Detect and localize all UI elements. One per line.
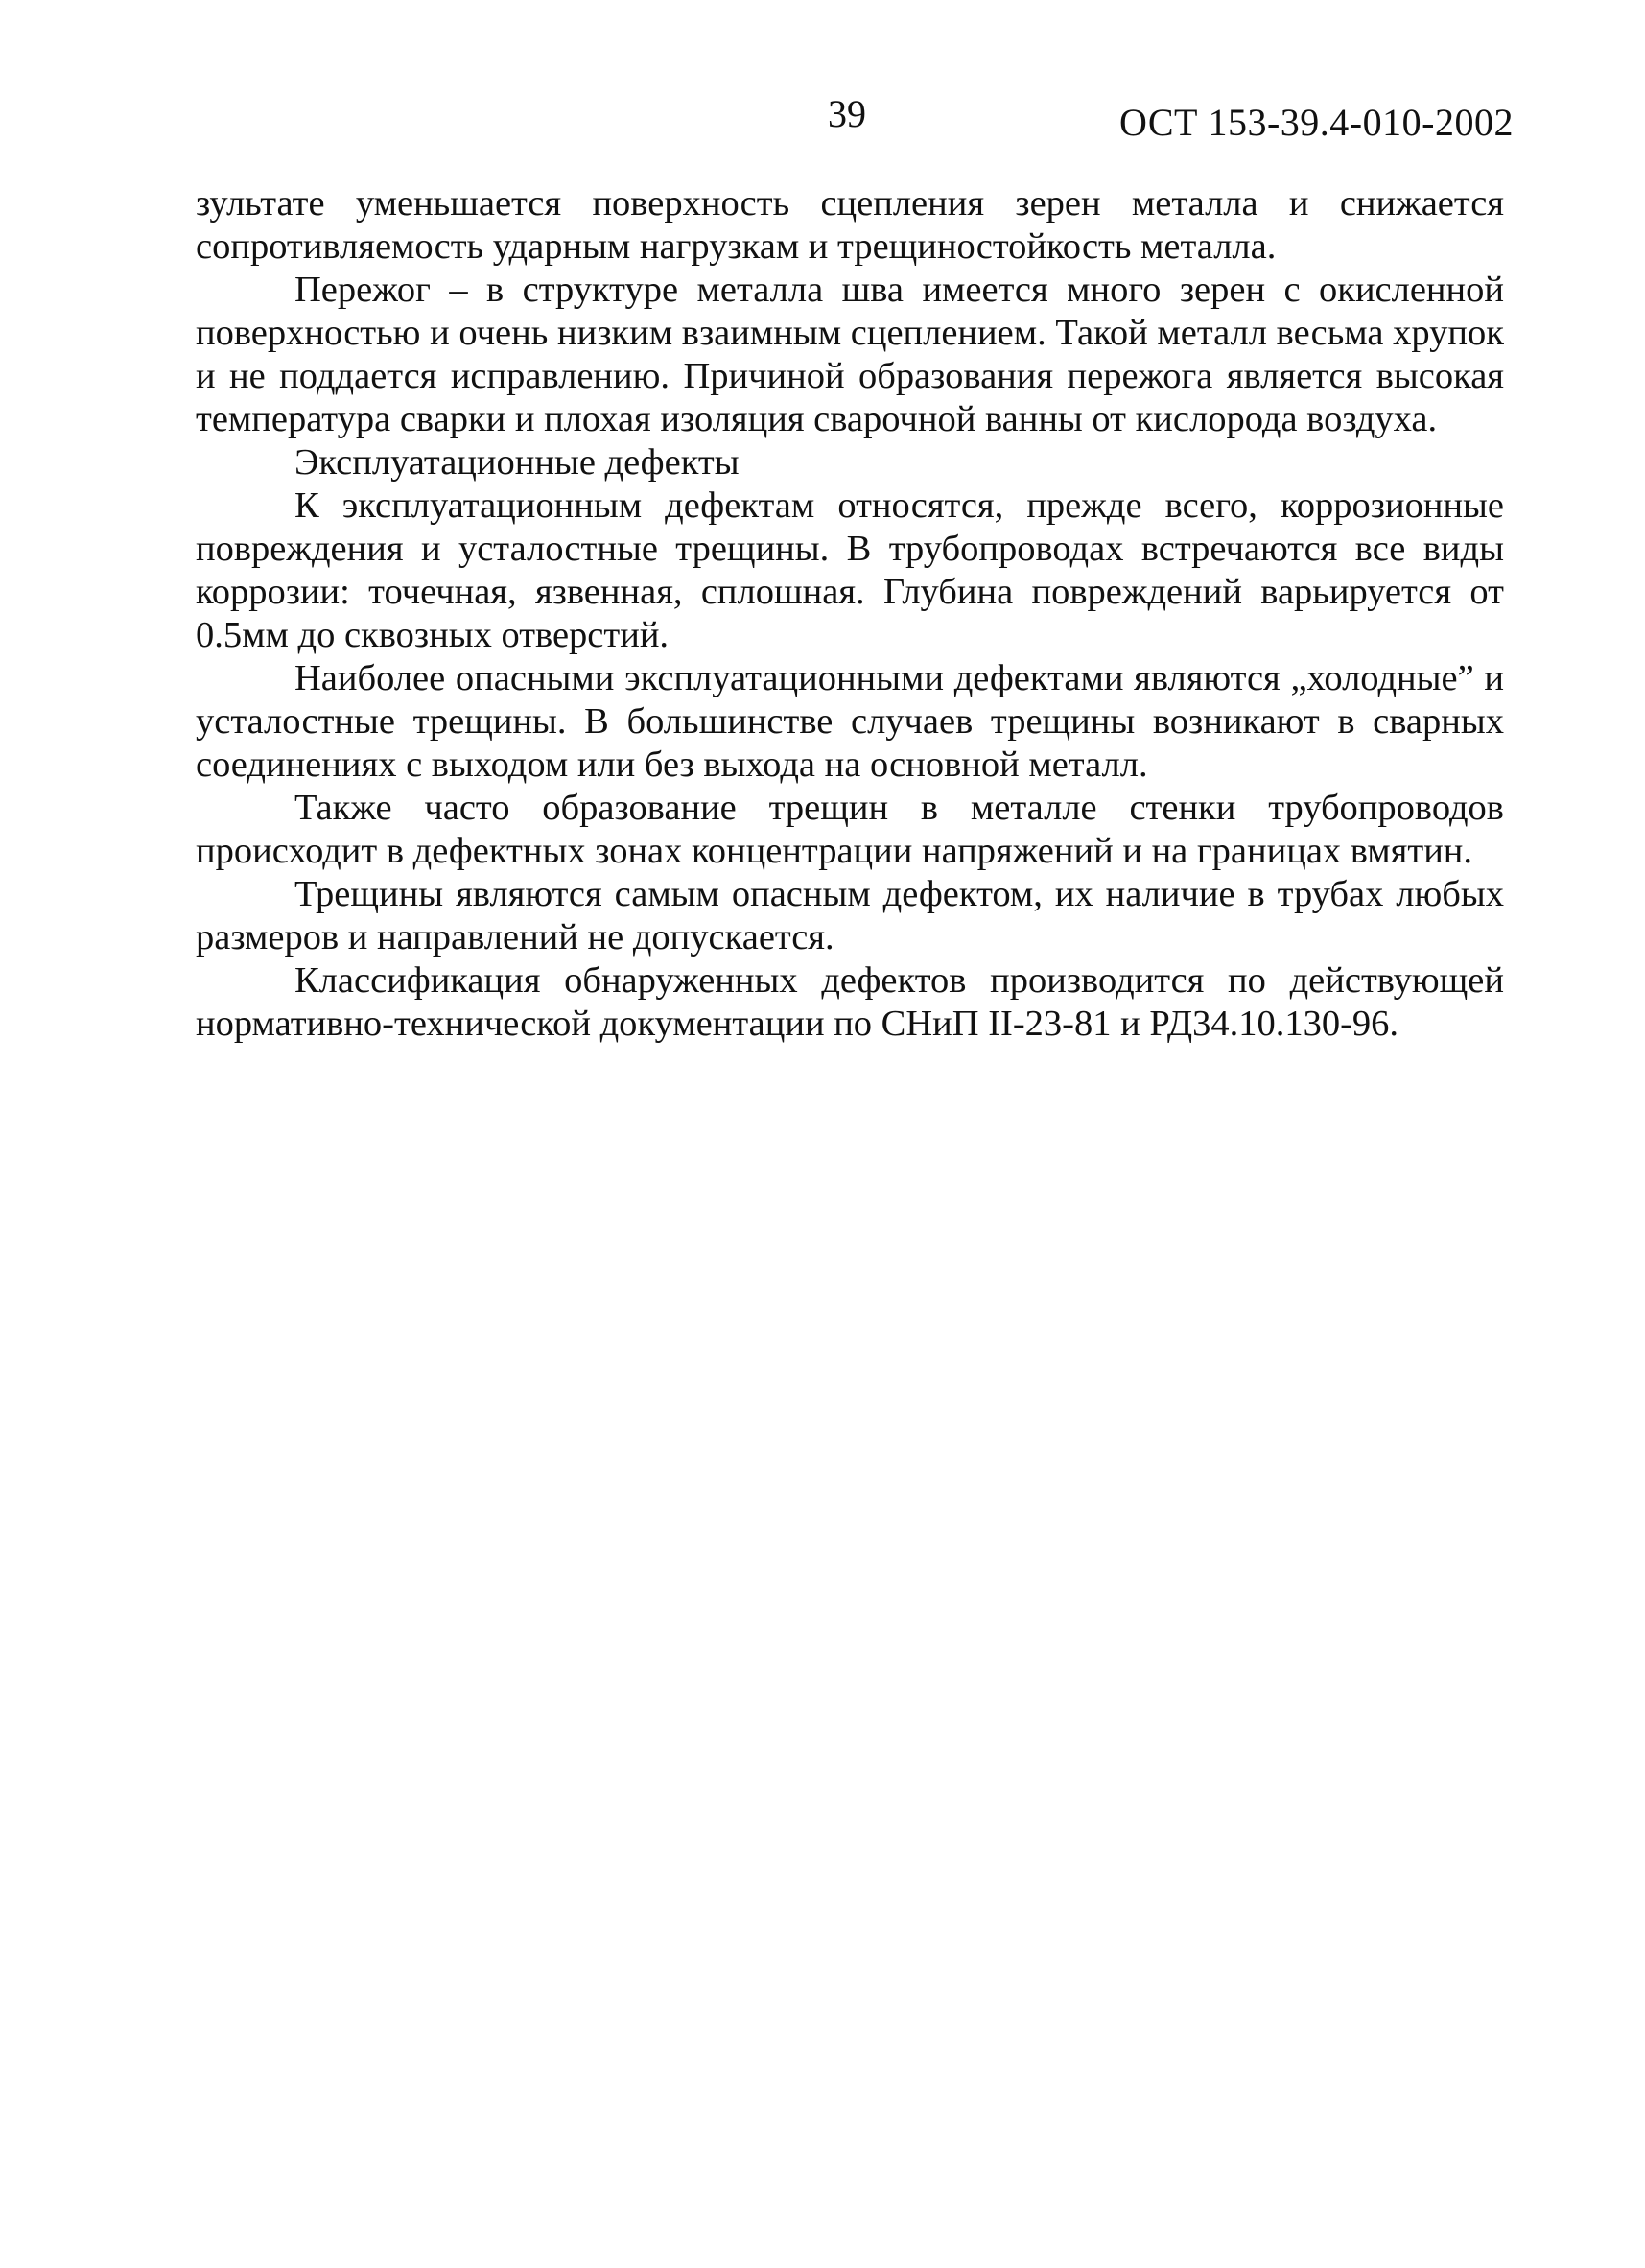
section-heading-operational-defects: Эксплуатационные дефекты bbox=[294, 442, 740, 483]
page-number: 39 bbox=[828, 92, 866, 135]
paragraph-corrosion: К эксплуатационным дефектам относятся, прежде всего, коррозионные повреждения и усталостные трещины. В трубопроводах встречаются все виды коррозии: точечная, язвенная, сплошная. Глубина повреждений варьируется от 0.5мм до сквозных отверстий. bbox=[196, 485, 1504, 655]
paragraph-classification: Классификация обнаруженных дефектов производится по действующей нормативно-технической документации по СНиП II-23-81 и РД34.10.130-96. bbox=[196, 960, 1504, 1044]
paragraph-overburn: Пережог – в структуре металла шва имеется много зерен с окисленной поверхностью и очень низким взаимным сцеплением. Такой металл весьма хрупок и не поддается исправлению. Причиной образования пережога является высокая температура сварки и плохая изоляция сварочной ванны от кислорода воздуха. bbox=[196, 270, 1504, 439]
paragraph-cracks: Наиболее опасными эксплуатационными дефектами являются „холодные” и усталостные трещины. В большинстве случаев трещины возникают в сварных соединениях с выходом или без выхода на основной металл. bbox=[196, 658, 1504, 785]
paragraph-cracks-not-allowed: Трещины являются самым опасным дефектом, их наличие в трубах любых размеров и направлений не допускается. bbox=[196, 874, 1504, 957]
body-text bbox=[196, 182, 1504, 1046]
paragraph-stress-zones: Также часто образование трещин в металле стенки трубопроводов происходит в дефектных зонах концентрации напряжений и на границах вмятин. bbox=[196, 788, 1504, 871]
document-code: ОСТ 153-39.4-010-2002 bbox=[1119, 101, 1514, 144]
paragraph-continuation: зультате уменьшается поверхность сцепления зерен металла и снижается сопротивляемость ударным нагрузкам и трещиностойкость металла. bbox=[196, 183, 1504, 267]
